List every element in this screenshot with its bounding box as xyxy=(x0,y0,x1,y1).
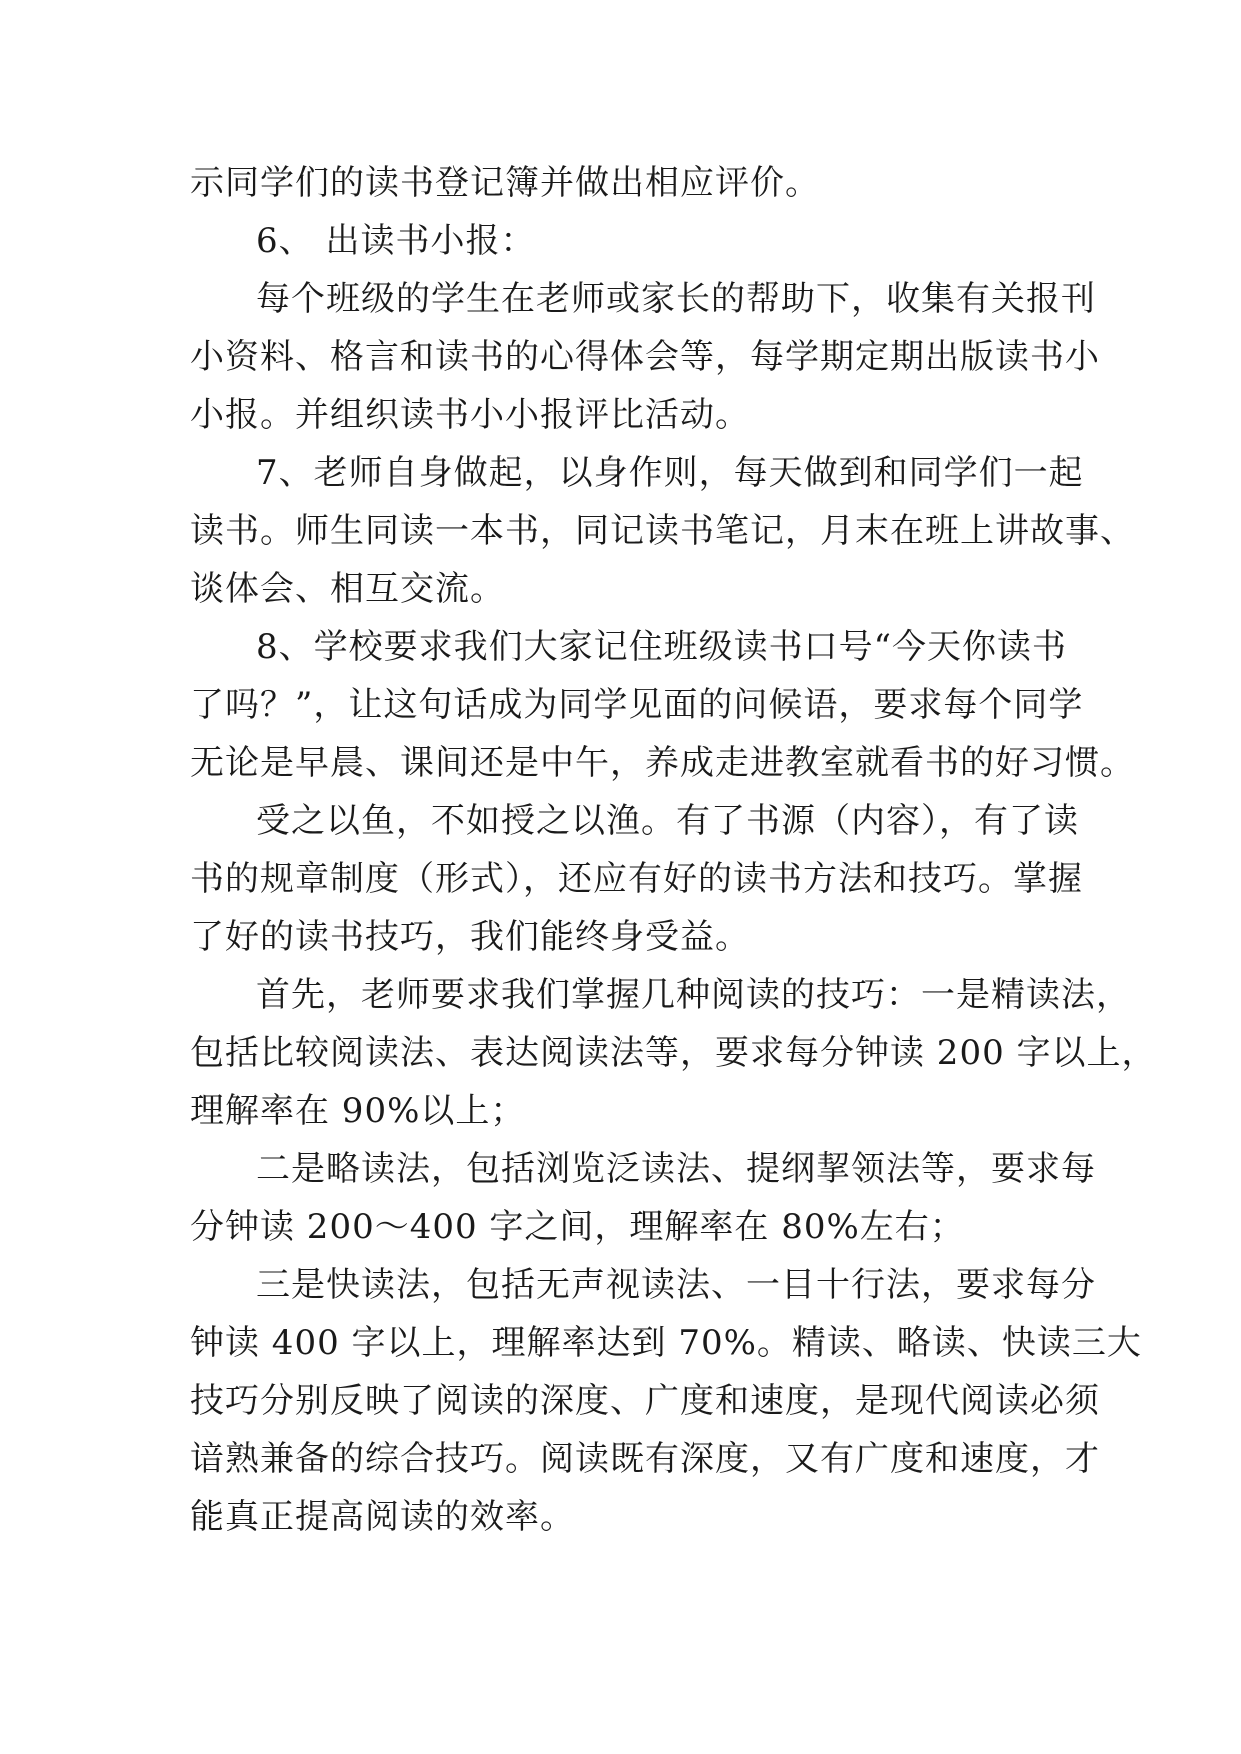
text-line: 钟读 400 字以上，理解率达到 70%。精读、略读、快读三大 xyxy=(190,1323,1142,1363)
text-line: 分钟读 200～400 字之间，理解率在 80%左右； xyxy=(190,1207,965,1247)
text-line: 理解率在 90%以上； xyxy=(190,1091,526,1131)
text-line: 了好的读书技巧，我们能终身受益。 xyxy=(190,917,750,957)
text-line: 小报。并组织读书小小报评比活动。 xyxy=(190,395,750,435)
text-line: 每个班级的学生在老师或家长的帮助下，收集有关报刊 xyxy=(256,279,1096,319)
text-line: 小资料、格言和读书的心得体会等，每学期定期出版读书小 xyxy=(190,337,1100,377)
text-line: 技巧分别反映了阅读的深度、广度和速度，是现代阅读必须 xyxy=(190,1381,1100,1421)
text-line: 包括比较阅读法、表达阅读法等，要求每分钟读 200 字以上， xyxy=(190,1033,1157,1073)
text-line: 无论是早晨、课间还是中午，养成走进教室就看书的好习惯。 xyxy=(190,743,1135,783)
text-line: 读书。师生同读一本书，同记读书笔记，月末在班上讲故事、 xyxy=(190,511,1135,551)
text-line: 谙熟兼备的综合技巧。阅读既有深度，又有广度和速度，才 xyxy=(190,1439,1100,1479)
text-line: 示同学们的读书登记簿并做出相应评价。 xyxy=(190,163,820,203)
text-line: 二是略读法，包括浏览泛读法、提纲挈领法等，要求每 xyxy=(256,1149,1096,1189)
text-line: 能真正提高阅读的效率。 xyxy=(190,1497,575,1537)
text-line: 谈体会、相互交流。 xyxy=(190,569,505,609)
text-line: 受之以鱼，不如授之以渔。有了书源（内容），有了读 xyxy=(256,801,1079,841)
text-line: 7、老师自身做起，以身作则，每天做到和同学们一起 xyxy=(256,453,1084,493)
text-line: 8、学校要求我们大家记住班级读书口号“今天你读书 xyxy=(256,627,1068,667)
text-line: 书的规章制度（形式），还应有好的读书方法和技巧。掌握 xyxy=(190,859,1083,899)
text-line: 三是快读法，包括无声视读法、一目十行法，要求每分 xyxy=(256,1265,1096,1305)
text-line: 了吗？”，让这句话成为同学见面的问候语，要求每个同学 xyxy=(190,685,1084,725)
list-item-heading: 6、 出读书小报： xyxy=(256,221,536,261)
text-line: 首先，老师要求我们掌握几种阅读的技巧：一是精读法， xyxy=(256,975,1131,1015)
